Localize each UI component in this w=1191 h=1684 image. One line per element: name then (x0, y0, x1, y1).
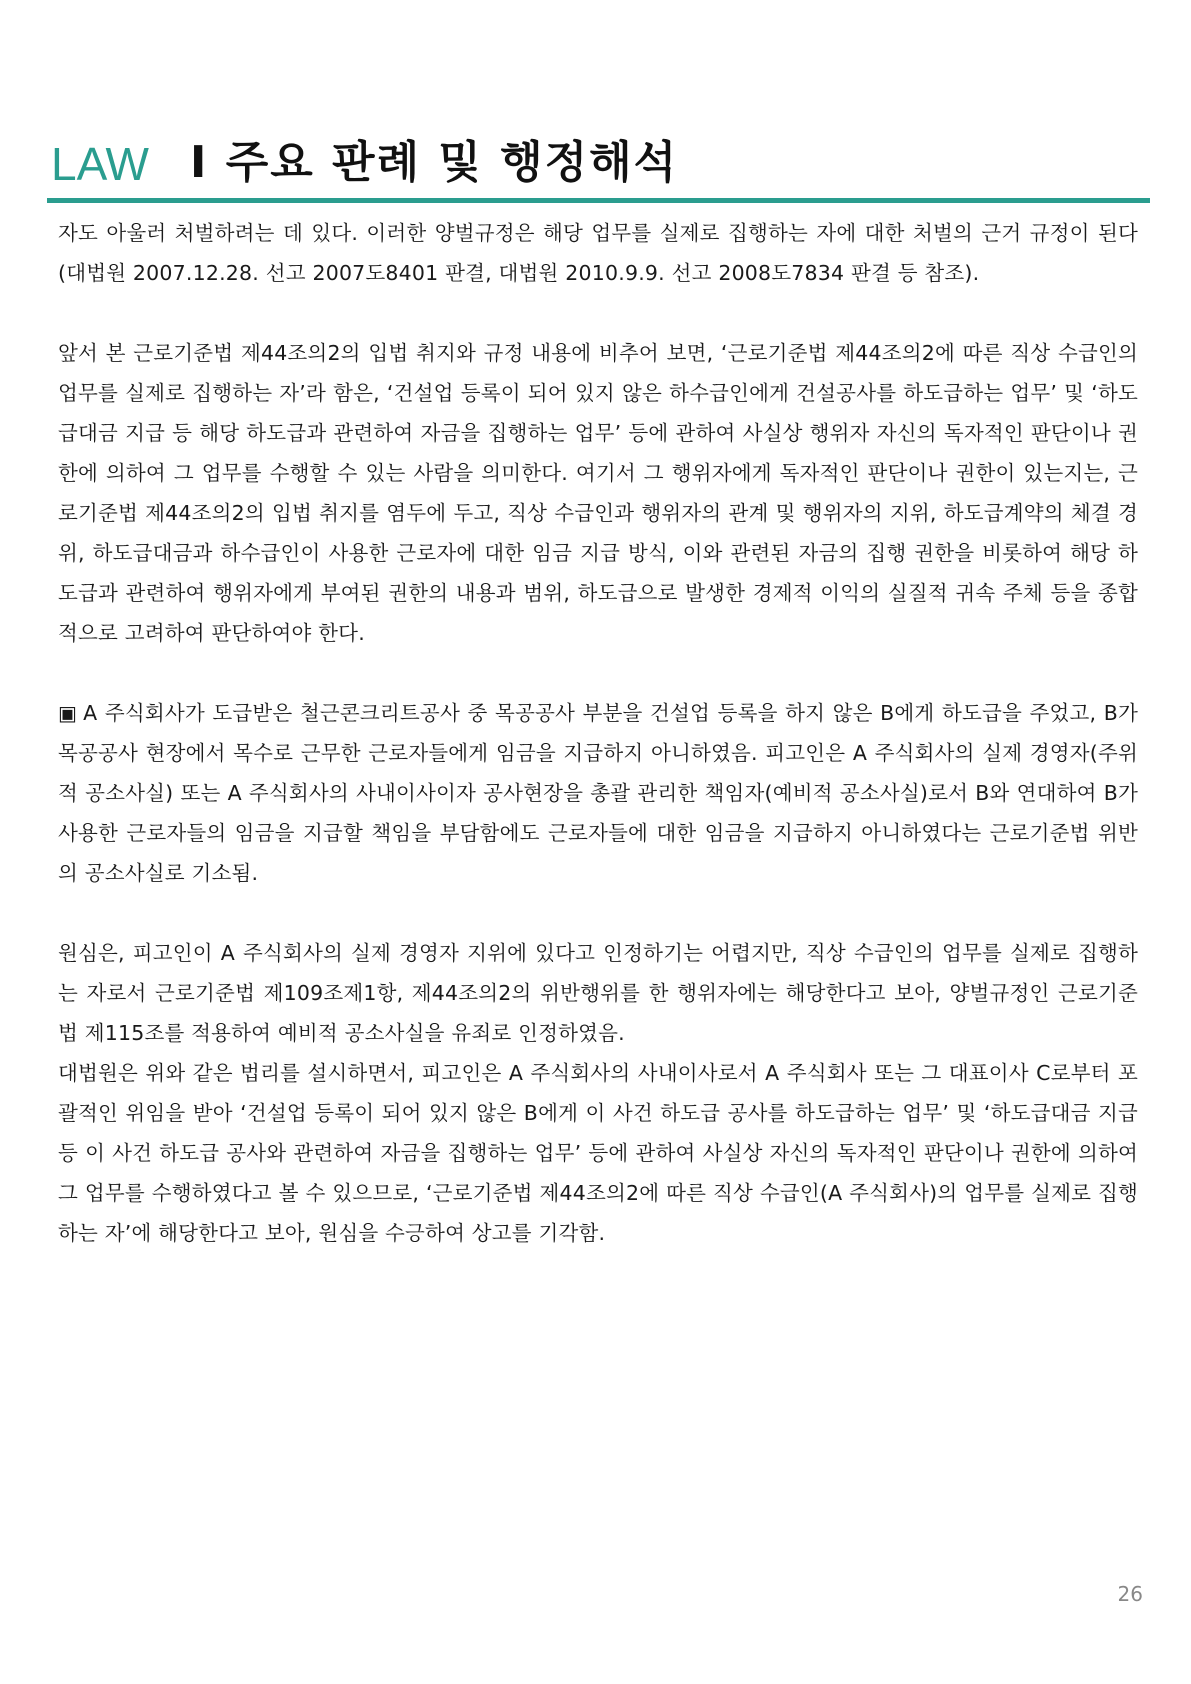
intro-paragraph: 자도 아울러 처벌하려는 데 있다. 이러한 양벌규정은 해당 업무를 실제로 집행하는 자에 대한 처벌의 근거 규정이 된다(대법원 2007.12.28. 선고 2007도8401 판결, 대법원 2010.9.9. 선고 2008도7834 판결 등 참조). (58, 221, 1138, 285)
paragraph-gap (58, 653, 1138, 693)
header-category: LAW (51, 138, 149, 190)
paragraph-gap (58, 293, 1138, 333)
lower-court-paragraph: 원심은, 피고인이 A 주식회사의 실제 경영자 지위에 있다고 인정하기는 어렵지만, 직상 수급인의 업무를 실제로 집행하는 자로서 근로기준법 제109조제1항, 제44조의2의 위반행위를 한 행위자에는 해당한다고 보아, 양벌규정인 근로기준법 제115조를 적용하여 예비적 공소사실을 유죄로 인정하였음. (58, 941, 1138, 1045)
supreme-court-paragraph: 대법원은 위와 같은 법리를 설시하면서, 피고인은 A 주식회사의 사내이사로서 A 주식회사 또는 그 대표이사 C로부터 포괄적인 위임을 받아 ‘건설업 등록이 되어 있지 않은 B에게 이 사건 하도급 공사를 하도급하는 업무’ 및 ‘하도급대금 지급 등 이 사건 하도급 공사와 관련하여 자금을 집행하는 업무’ 등에 관하여 사실상 자신의 독자적인 판단이나 권한에 의하여 그 업무를 수행하였다고 볼 수 있으므로, ‘근로기준법 제44조의2에 따른 직상 수급인(A 주식회사)의 업무를 실제로 집행하는 자’에 해당한다고 보아, 원심을 수긍하여 상고를 기각함. (58, 1061, 1138, 1245)
case-summary-paragraph (58, 693, 1138, 893)
reasoning-paragraph: 앞서 본 근로기준법 제44조의2의 입법 취지와 규정 내용에 비추어 보면, ‘근로기준법 제44조의2에 따른 직상 수급인의 업무를 실제로 집행하는 자’라 함은, ‘건설업 등록이 되어 있지 않은 하수급인에게 건설공사를 하도급하는 업무’ 및 ‘하도급대금 지급 등 해당 하도급과 관련하여 자금을 집행하는 업무’ 등에 관하여 사실상 행위자 자신의 독자적인 판단이나 권한에 의하여 그 업무를 수행할 수 있는 사람을 의미한다. 여기서 그 행위자에게 독자적인 판단이나 권한이 있는지는, 근로기준법 제44조의2의 입법 취지를 염두에 두고, 직상 수급인과 행위자의 관계 및 행위자의 지위, 하도급계약의 체결 경위, 하도급대금과 하수급인이 사용한 근로자에 대한 임금 지급 방식, 이와 관련된 자금의 집행 권한을 비롯하여 해당 하도급과 관련하여 행위자에게 부여된 권한의 내용과 범위, 하도급으로 발생한 경제적 이익의 실질적 귀속 주체 등을 종합적으로 고려하여 판단하여야 한다. (58, 341, 1138, 645)
page-header (50, 128, 1149, 202)
paragraph-gap (58, 893, 1138, 933)
page-number: 26 (1117, 1582, 1143, 1606)
case-summary-text: A 주식회사가 도급받은 철근콘크리트공사 중 목공공사 부분을 건설업 등록을 하지 않은 B에게 하도급을 주었고, B가 목공공사 현장에서 목수로 근무한 근로자들에게 임금을 지급하지 아니하였음. 피고인은 A 주식회사의 실제 경영자(주위적 공소사실) 또는 A 주식회사의 사내이사이자 공사현장을 총괄 관리한 책임자(예비적 공소사실)로서 B와 연대하여 B가 사용한 근로자들의 임금을 지급할 책임을 부담함에도 근로자들에 대한 임금을 지급하지 아니하였다는 근로기준법 위반의 공소사실로 기소됨. (58, 701, 1138, 885)
document-body (58, 213, 1138, 1253)
header-divider (47, 198, 1150, 203)
page-title: I 주요 판례 및 행정해석 (190, 137, 679, 188)
square-bullet-icon: ▣ (58, 701, 78, 725)
